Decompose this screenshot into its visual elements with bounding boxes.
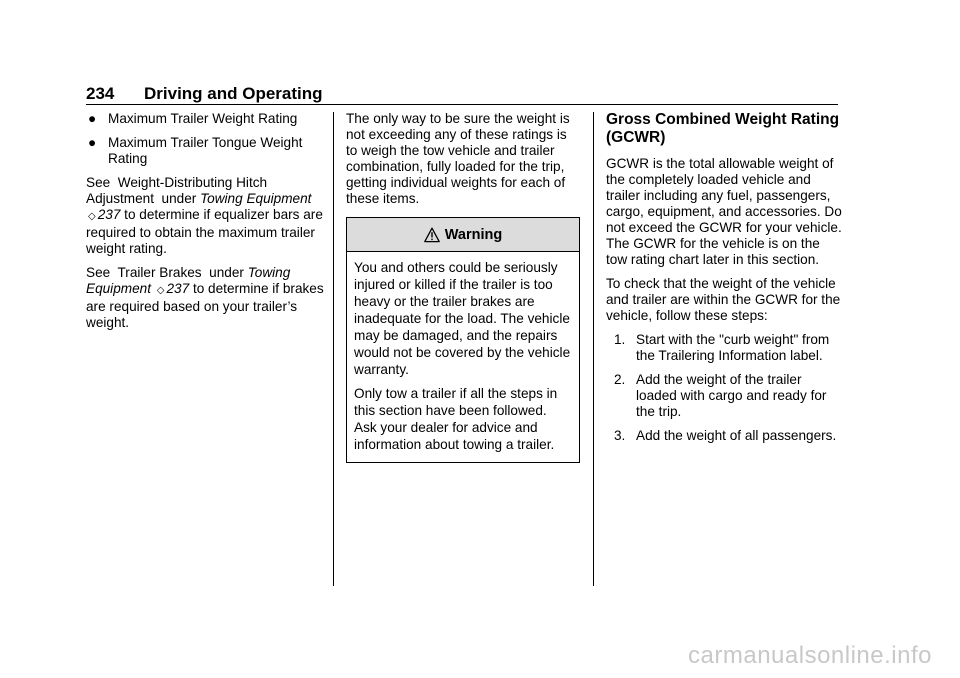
bullet-mark: ● — [88, 111, 97, 126]
warning-body — [347, 252, 579, 462]
watermark: carmanualsonline.info — [688, 642, 932, 669]
warning-paragraph-2: Only tow a trailer if all the steps in this section have been followed. Ask your dealer for advice and information about towing a trailer. — [354, 386, 558, 452]
page-reference-icon: ◇ — [88, 211, 96, 222]
bullet-item — [86, 111, 324, 127]
page-reference-icon: ◇ — [156, 285, 165, 296]
warning-title: Warning — [444, 226, 503, 243]
intro-paragraph: The only way to be sure the weight is not exceeding any of these ratings is to weigh the tow vehicle and trailer combination, fully loaded for the trip, getting individual weights for each of these items. — [346, 111, 570, 206]
section-title: Driving and Operating — [144, 84, 323, 103]
bullet-text: Maximum Trailer Tongue Weight Rating — [108, 135, 303, 166]
step-text: Add the weight of the trailer loaded with cargo and ready for the trip. — [636, 372, 827, 419]
gcwr-paragraph-2: To check that the weight of the vehicle and trailer are within the GCWR for the vehicle, follow these steps: — [606, 276, 841, 323]
list-item — [606, 428, 842, 444]
towing-equipment-link[interactable]: Towing Equipment — [200, 191, 312, 206]
bullet-text: Maximum Trailer Weight Rating — [108, 111, 298, 126]
bullet-item — [86, 135, 324, 167]
column-2 — [346, 111, 580, 463]
warning-header — [347, 218, 579, 252]
gcwr-paragraph-1: GCWR is the total allowable weight of the completely loaded vehicle and trailer including any fuel, passengers, cargo, equipment, and accessories. Do not exceed the GCWR for your vehicle. The GCWR for the vehicle is on the tow rating chart later in this section. — [606, 156, 842, 267]
step-text: Add the weight of all passengers. — [636, 428, 837, 443]
page-reference[interactable]: 237 — [166, 281, 190, 296]
column-1 — [86, 111, 324, 339]
column-3 — [606, 111, 842, 452]
step-number: 1. — [614, 332, 626, 347]
hitch-text: See Weight-Distributing Hitch Adjustment under — [86, 175, 271, 206]
list-item — [606, 372, 842, 420]
page-header — [86, 84, 323, 104]
column-divider-1 — [333, 112, 334, 586]
header-rule — [86, 104, 838, 105]
gcwr-heading: Gross Combined Weight Rating (GCWR) — [606, 111, 840, 146]
step-number: 2. — [614, 372, 626, 387]
step-text: Start with the "curb weight" from the Trailering Information label. — [636, 332, 830, 363]
page-number: 234 — [86, 84, 115, 103]
brakes-text-end: to determine if brakes are required based on your trailer’s weight. — [86, 281, 324, 330]
warning-triangle-icon — [424, 227, 440, 243]
bullet-mark: ● — [88, 135, 97, 150]
step-number: 3. — [614, 428, 626, 443]
brakes-paragraph — [86, 265, 324, 331]
column-divider-2 — [593, 112, 594, 586]
hitch-paragraph — [86, 175, 324, 257]
hitch-text-end: to determine if equalizer bars are required to obtain the maximum trailer weight rating. — [86, 207, 323, 256]
warning-box — [346, 217, 580, 463]
warning-paragraph-1: You and others could be seriously injured or killed if the trailer is too heavy or the trailer brakes are inadequate for the load. The vehicle may be damaged, and the repairs would not be covered by the vehicle warranty. — [354, 260, 571, 377]
towing-equipment-link[interactable]: Towing Equipment — [86, 265, 291, 296]
list-item — [606, 332, 842, 364]
steps-list — [606, 332, 842, 444]
brakes-text: See Trailer Brakes under — [86, 265, 248, 280]
page-reference[interactable]: 237 — [97, 207, 121, 222]
